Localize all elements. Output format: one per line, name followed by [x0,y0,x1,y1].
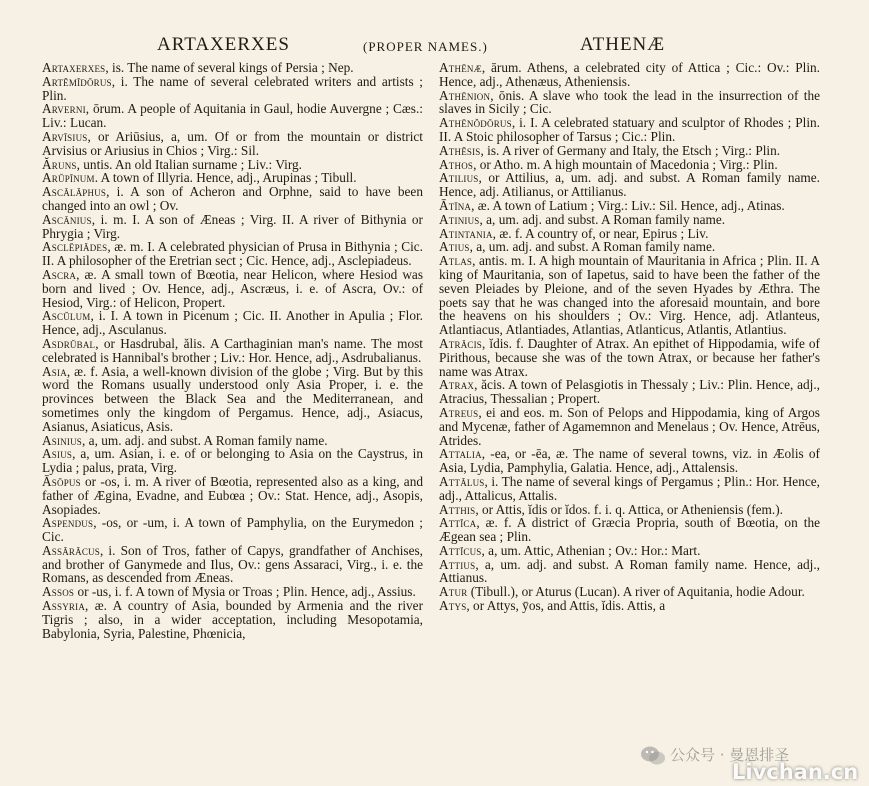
entry-headword: Athēnion [439,87,491,103]
entry-text: , æ. A small town of Bœotia, near Helicon, where Hesiod was born and lived ; Ov. Hence, adj., Ascræus, i. e. of Ascra, Ov.: of Hesiod, Virg.: of Helicon, Propert. [42,266,423,310]
dictionary-entry [439,199,820,213]
entry-headword: Assyria [42,598,86,614]
dictionary-entry [42,365,423,434]
entry-text: , untis. An old Italian surname ; Liv.: Virg. [76,156,302,172]
entry-headword: Atur [439,584,468,600]
dictionary-entry [439,337,820,378]
entry-headword: Atrax [439,377,475,393]
entry-text: (Tibull.), or Aturus (Lucan). A river of Aquitania, hodie Adour. [467,584,805,600]
dictionary-entry [439,378,820,406]
entry-headword: Atreus [439,404,479,420]
dictionary-entry [439,61,820,89]
entry-headword: Asius [42,446,73,462]
entry-text: , or Atho. m. A high mountain of Macedonia ; Virg.: Plin. [473,156,778,172]
entry-text: , ăcis. A town of Pelasgiotis in Thessaly ; Liv.: Plin. Hence, adj., Atracius, Thessalian ; Propert. [439,377,820,407]
entry-text: , or Hasdrubal, ălis. A Carthaginian man's name. The most celebrated is Hannibal's brother ; Liv.: Hor. Hence, adj., Asdrubalianus. [42,335,423,365]
entry-headword: Athĕsis [439,142,481,158]
entry-headword: Asinius [42,432,83,448]
entry-headword: Attĭca [439,515,477,531]
entry-text: , a, um. adj. and subst. A Roman family name. [479,211,726,227]
entry-headword: Attĭcus [439,542,482,558]
entry-text: , a, um. adj. and subst. A Roman family name. [82,432,328,448]
wechat-logo-icon [640,744,666,768]
entry-text: , æ. f. A country of, or near, Epirus ; Liv. [492,225,709,241]
dictionary-entry [42,130,423,158]
entry-text: or -us, i. f. A town of Mysia or Troas ; Plin. Hence, adj., Assius. [74,584,416,600]
entry-text: , æ. m. I. A celebrated physician of Prusa in Bithynia ; Cic. II. A philosopher of the Eretrian sect ; Cic. Hence, adj., Asclepiadeus. [42,239,423,269]
entry-headword: Ascălăphus [42,184,107,200]
dictionary-entry [42,158,423,172]
entry-text: , i. I. A town in Picenum ; Cic. II. Another in Apulia ; Flor. Hence, adj., Asculanus. [42,308,423,338]
entry-text: , ĭdis. f. Daughter of Atrax. An epithet of Hippodamia, wife of Pirithous, because she was of the town Atrax, or because her father's name was Atrax. [439,335,820,379]
entry-headword: Athos [439,156,474,172]
entry-text: , i. I. A celebrated statuary and sculptor of Rhodes ; Plin. II. A Stoic philosopher of Tarsus ; Cic.: Plin. [439,115,820,144]
dictionary-entry [439,158,820,172]
entry-text: , ōrum. A people of Aquitania in Gaul, hodie Auvergne ; Cæs.: Liv.: Lucan. [42,101,423,131]
entry-headword: Aspendus [42,515,94,531]
entry-headword: Atintania [439,225,493,241]
entry-text: , or Attis, ĭdis or ĭdos. f. i. q. Attica, or Atheniensis (fem.). [475,501,783,517]
dictionary-entry [42,475,423,516]
entry-headword: Ascŭlum [42,308,91,324]
entry-text: , is. The name of several kings of Persia ; Nep. [105,60,354,75]
dictionary-entry [42,599,423,640]
entry-text: , ārum. Athens, a celebrated city of Attica ; Cic.: Ov.: Plin. Hence, adj., Athenæus, Atheniensis. [439,60,820,89]
entry-text: , a, um. adj. and subst. A Roman family name. Hence, adj., Attianus. [439,556,820,586]
entry-headword: Asclēpiădes [42,239,108,255]
dictionary-entry [439,254,820,337]
dictionary-entry [42,171,423,185]
entry-text: , ei and eos. m. Son of Pelops and Hippodamia, king of Argos and Mycenæ, father of Agamemnon and Menelaus ; Ov. Hence, Atrēus, Atrides. [439,404,820,448]
entry-headword: Atlas [439,253,473,269]
entry-text: , æ. f. A district of Græcia Propria, south of Bœotia, on the Ægean sea ; Plin. [439,515,820,545]
entry-headword: Athēnæ [439,60,482,75]
dictionary-entry [439,240,820,254]
entry-text: , a, um. Asian, i. e. of or belonging to Asia on the Caystrus, in Lydia ; palus, prata, Virg. [42,446,423,476]
entry-headword: Artaxerxes [42,60,106,75]
entry-text: , i. The name of several celebrated writers and artists ; Plin. [42,73,423,103]
entry-text: , æ. f. Asia, a well-known division of the globe ; Virg. But by this word the Romans usually understood only Asia Proper, i. e. the provinces between the Black Sea and the Mediterranean, and sometimes only the kingdom of Pergamus. Hence, adj., Asiacus, Asianus, Asiaticus, Asis. [42,363,423,434]
entry-headword: Āsōpus [42,473,81,489]
dictionary-entry [439,599,820,613]
dictionary-entry [439,171,820,199]
left-column [42,61,423,640]
entry-headword: Artĕmīdōrus [42,73,112,89]
entry-text: , or Ariūsius, a, um. Of or from the mountain or district Arvisius or Ariusius in Chios ; Virg.: Sil. [42,128,423,158]
entry-text: , antis. m. I. A high mountain of Mauritania in Africa ; Plin. II. A king of Mauritania, son of Iapetus, said to have been the father of the seven Pleiades by Pleione, and of the seven Hyades by Æthra. The poets say that he was changed into the aforesaid mountain, and bore the heavens on his shoulders ; Ov.: Virg. Hence, adj. Atlanteus, Atlantiacus, Atlantiades, Atlantias, Atlanticus, Atlantis, Atlantius. [439,253,820,338]
entry-headword: Arvīsius [42,128,88,144]
dictionary-entry [439,144,820,158]
entry-text: , i. The name of several kings of Pergamus ; Plin.: Hor. Hence, adj., Attalicus, Attalis. [439,473,820,503]
entry-text: , æ. A town of Latium ; Virg.: Liv.: Sil. Hence, adj., Atinas. [471,197,785,213]
dictionary-entry [42,185,423,213]
dictionary-entry [439,89,820,117]
entry-headword: Arŭpīnum [42,170,95,186]
dictionary-entry [42,268,423,309]
entry-headword: Ascra [42,266,77,282]
entry-headword: Asdrŭbal [42,335,96,351]
dictionary-entry [439,558,820,586]
entry-text: , or Attys, ȳos, and Attis, ĭdis. Attis, a [466,598,666,614]
dictionary-entry [439,503,820,517]
dictionary-entry [42,240,423,268]
dictionary-entry [439,213,820,227]
entry-text: , i. A son of Acheron and Orphne, said to have been changed into an owl ; Ov. [42,184,423,213]
entry-headword: Atilius [439,170,479,186]
entry-headword: Atys [439,598,467,614]
dictionary-entry [42,585,423,599]
running-head-left: ARTAXERXES [157,34,290,55]
entry-text: , a, um. adj. and subst. A Roman family name. [469,239,716,255]
dictionary-entry [439,516,820,544]
entry-text: , or Attilius, a, um. adj. and subst. A Roman family name. Hence, adj. Atilianus, or Attilianus. [439,170,820,200]
entry-text: , ōnis. A slave who took the lead in the insurrection of the slaves in Sicily ; Cic. [439,87,820,117]
entry-headword: Arverni [42,101,86,117]
entry-headword: Attalia [439,446,482,462]
dictionary-entry [42,102,423,130]
entry-headword: Ăruns [42,156,77,172]
entry-headword: Ātīna [439,197,472,213]
dictionary-entry [439,475,820,503]
dictionary-entry [42,544,423,585]
entry-headword: Attălus [439,473,485,489]
entry-headword: Atthis [439,501,476,517]
entry-text: , a, um. Attic, Athenian ; Ov.: Hor.: Mart. [481,542,701,558]
watermark-account-name: 公众号 · 曼恩排圣 [670,746,790,764]
entry-headword: Athēnŏdōrus [439,115,512,131]
entry-text: , i. Son of Tros, father of Capys, grandfather of Anchises, and brother of Ganymede and Ilus, Ov.: gens Assaraci, Virg., i. e. the Romans, as descended from Æneas. [42,542,423,586]
running-head-right: ATHENÆ [580,34,666,55]
entry-headword: Ascānius [42,211,92,227]
dictionary-entry [439,585,820,599]
entry-text: , -os, or -um, i. A town of Pamphylia, on the Eurymedon ; Cic. [42,515,423,545]
entry-text: , is. A river of Germany and Italy, the Etsch ; Virg.: Plin. [480,142,781,158]
entry-headword: Atius [439,239,470,255]
dictionary-entry [42,447,423,475]
watermark [640,742,869,786]
entry-headword: Assărăcus [42,542,100,558]
entry-headword: Atinius [439,211,480,227]
dictionary-entry [42,516,423,544]
dictionary-entry [439,116,820,144]
dictionary-entry [42,434,423,448]
entry-text: . A town of Illyria. Hence, adj., Arupinas ; Tibull. [94,170,357,186]
dictionary-entry [42,213,423,241]
right-column [439,61,820,613]
watermark-url: Livchan.cn [732,760,859,784]
dictionary-entry [42,75,423,103]
running-head-section: (PROPER NAMES.) [363,39,488,54]
dictionary-entry [439,544,820,558]
dictionary-entry [42,309,423,337]
entry-headword: Attius [439,556,476,572]
dictionary-entry [42,61,423,75]
dictionary-entry [42,337,423,365]
entry-headword: Atrăcis [439,335,483,351]
dictionary-entry [439,406,820,447]
dictionary-entry [439,447,820,475]
entry-text: or -os, i. m. A river of Bœotia, represented also as a king, and father of Ægina, Evadne, and Eubœa ; Ov.: Stat. Hence, adj., Asopis, Asopiades. [42,473,423,517]
dictionary-entry [439,227,820,241]
entry-text: , æ. A country of Asia, bounded by Armenia and the river Tigris ; also, in a wider acceptation, including Mesopotamia, Babylonia, Syria, Palestine, Phœnicia, [42,598,423,641]
entry-text: , -ea, or -ēa, æ. The name of several towns, viz. in Æolis of Asia, Lydia, Pamphylia, Galatia. Hence, adj., Attalensis. [439,446,820,476]
page-header [0,0,869,60]
entry-text: , i. m. I. A son of Æneas ; Virg. II. A river of Bithynia or Phrygia ; Virg. [42,211,423,241]
entry-headword: Asia [42,363,67,379]
entry-headword: Assos [42,584,75,600]
